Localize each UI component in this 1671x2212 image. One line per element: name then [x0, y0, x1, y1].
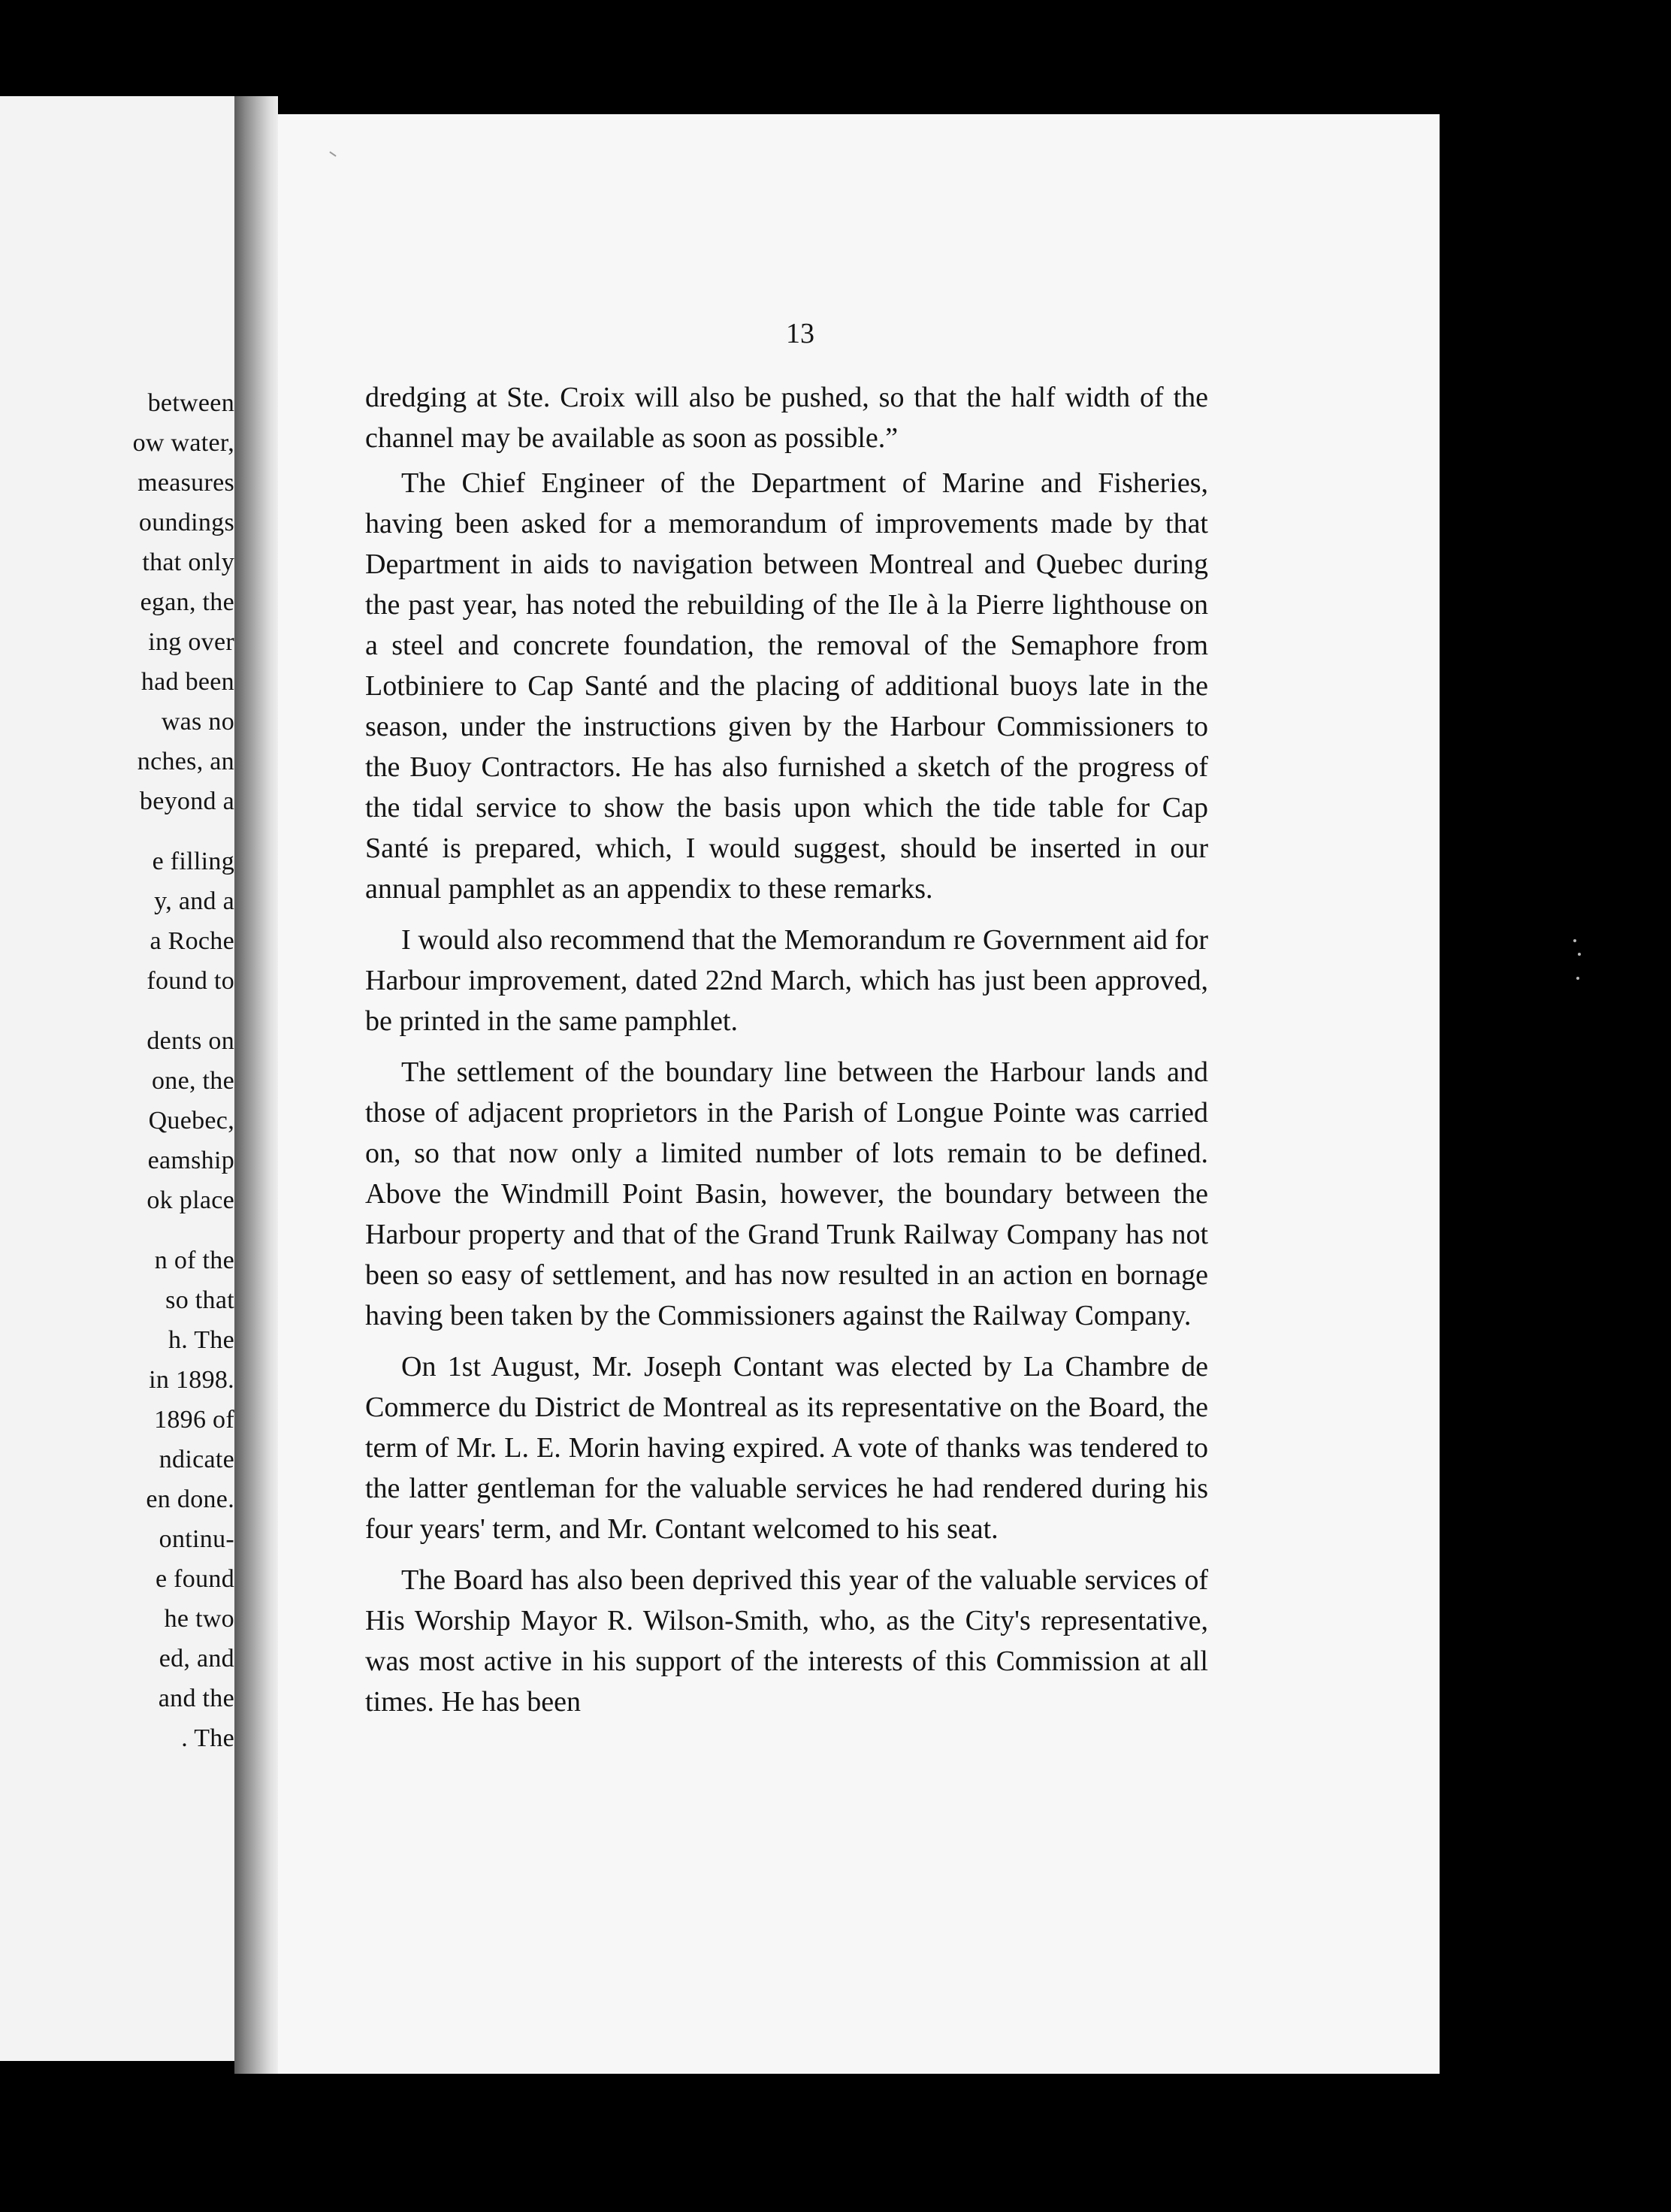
left-line: dents on — [147, 1027, 234, 1055]
page-gutter-shadow — [234, 96, 278, 2074]
left-line: ow water, — [132, 429, 234, 457]
left-line: e filling — [152, 848, 234, 875]
left-line: was no — [161, 708, 234, 736]
left-line: so that — [165, 1286, 234, 1314]
left-line: nches, an — [137, 748, 234, 775]
left-line: en done. — [146, 1485, 234, 1513]
left-line: in 1898. — [149, 1366, 234, 1394]
left-line: n of the — [154, 1247, 234, 1274]
left-line: ok place — [147, 1186, 234, 1214]
left-line: one, the — [151, 1067, 234, 1095]
left-line: Quebec, — [148, 1107, 234, 1135]
page-body — [365, 377, 1208, 1727]
left-line: y, and a — [154, 887, 234, 915]
left-line-gap — [0, 1220, 234, 1240]
paragraph-memorandum: I would also recommend that the Memorandum re Government aid for Harbour improvement, dated 22nd March, which has just been approved, be printed in the same pamphlet. — [365, 924, 1208, 1037]
left-line: ndicate — [159, 1446, 234, 1473]
dust-speck — [1573, 939, 1576, 942]
paragraph-continuation: dredging at Ste. Croix will also be pushed, so that the half width of the channel may be available as soon as possible.” — [365, 382, 1208, 454]
left-line: had been — [141, 668, 234, 696]
left-line: between — [147, 389, 234, 417]
paragraph-boundary-settlement: The settlement of the boundary line between the Harbour lands and those of adjacent proprietors in the Parish of Longue Pointe was carried on, so that now only a limited number of lots remain to be defined. Above the Windmill Point Basin, however, the boundary between the Harbour property and that of the Grand Trunk Railway Company has not been so easy of settlement, and has now resulted in an action en bornage having been taken by the Commissioners against the Railway Company. — [365, 1056, 1208, 1331]
left-line: ontinu- — [159, 1525, 234, 1553]
left-line: . The — [181, 1724, 234, 1752]
stray-mark — [329, 151, 336, 156]
left-line: egan, the — [140, 588, 234, 616]
left-line: a Roche — [150, 927, 234, 955]
paragraph-chief-engineer: The Chief Engineer of the Department of Marine and Fisheries, having been asked for a memorandum of improvements made by that Department in aids to navigation between Montreal and Quebec during the past year, has noted the rebuilding of the Ile à la Pierre lighthouse on a steel and concrete foundation, the removal of the Semaphore from Lotbiniere to Cap Santé and the placing of additional buoys late in the season, under the instructions given by the Harbour Commissioners to the Buoy Contractors. He has also furnished a sketch of the progress of the tidal service to show the basis upon which the tide table for Cap Santé is prepared, which, I would suggest, should be inserted in our annual pamphlet as an appendix to these remarks. — [365, 467, 1208, 905]
left-line-gap — [0, 1001, 234, 1021]
right-page — [278, 114, 1440, 2074]
left-line: eamship — [147, 1147, 234, 1174]
left-line: measures — [137, 469, 234, 497]
dust-speck — [1578, 953, 1581, 956]
left-line: that only — [142, 548, 234, 576]
left-line: he two — [164, 1605, 234, 1633]
left-line: ing over — [148, 628, 234, 656]
left-line: beyond a — [139, 787, 234, 815]
left-line: found to — [147, 967, 234, 995]
left-line: e found — [155, 1565, 234, 1593]
paragraph-wilson-smith: The Board has also been deprived this year of the valuable services of His Worship Mayor R. Wilson-Smith, who, as the City's representative, was most active in his support of the interests of this Commission at all times. He has been — [365, 1564, 1208, 1718]
left-line-gap — [0, 821, 234, 842]
left-page-text — [0, 383, 234, 1758]
paragraph-contant-election: On 1st August, Mr. Joseph Contant was elected by La Chambre de Commerce du District de Montreal as its representative on the Board, the term of Mr. L. E. Morin having expired. A vote of thanks was tendered to the latter gentleman for the valuable services he had rendered during his four years' term, and Mr. Contant welcomed to his seat. — [365, 1351, 1208, 1545]
dust-speck — [1576, 977, 1579, 980]
page-number: 13 — [786, 318, 814, 349]
left-page — [0, 96, 234, 2061]
left-line: oundings — [138, 509, 234, 536]
left-line: and the — [158, 1685, 234, 1712]
left-line: ed, and — [159, 1645, 234, 1673]
left-line: 1896 of — [154, 1406, 234, 1434]
left-line: h. The — [168, 1326, 234, 1354]
